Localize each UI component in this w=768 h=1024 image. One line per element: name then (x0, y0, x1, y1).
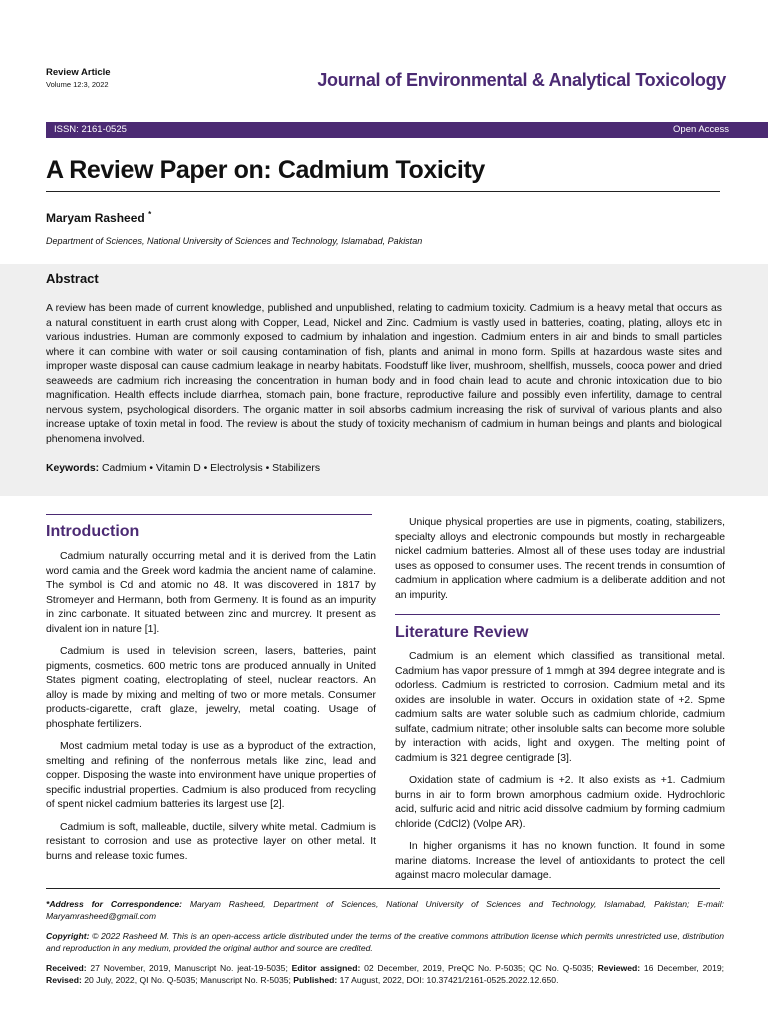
paragraph: In higher organisms it has no known function. It found in some marine diatoms. Increase the level of antioxidants to protect the cell against macro molecular damage. (395, 841, 725, 881)
literature-body (395, 650, 725, 892)
author (46, 210, 151, 225)
affiliation: Department of Sciences, National University of Sciences and Technology, Islamabad, Pakistan (46, 236, 423, 246)
revised-label: Revised: (46, 975, 82, 985)
page-title: A Review Paper on: Cadmium Toxicity (46, 156, 485, 184)
copyright (46, 930, 724, 954)
intro-rule (46, 514, 372, 515)
correspondence-label: *Address for Correspondence: (46, 899, 183, 909)
keywords-label: Keywords: (46, 463, 100, 474)
copyright-text: © 2022 Rasheed M. This is an open-access article distributed under the terms of the creative commons attribution license which permits unrestricted use, distribution and reproduction in any medium, provided the original author and source are credited. (46, 931, 725, 953)
reviewed-value: 16 December, 2019; (643, 963, 725, 973)
introduction-heading: Introduction (46, 523, 140, 540)
dates (46, 962, 724, 986)
reviewed-label: Reviewed: (597, 963, 641, 973)
literature-heading: Literature Review (395, 624, 529, 641)
paragraph: Cadmium naturally occurring metal and it is derived from the Latin word camia and the Greek word kadmia the ancient name of calamine. The symbol is Cd and atomic no 48. It was discovered in 1817 by Stromeyer and Hermann, both from Germeny. It is found as an impurity in zinc carbonate. It situated between zinc and murcrey. It present as divalent ion in nature [1]. (46, 551, 376, 635)
correspondence (46, 898, 724, 922)
article-type: Review Article (46, 67, 111, 78)
paragraph: Unique physical properties are use in pigments, coating, stabilizers, specialty alloys and electronic compounds but mostly in rechargeable nickel cadmium batteries. Almost all of these uses today are industrial uses as opposed to consumer uses. The recent trends in consumtion of cadmium in application where cadmium is a deliberate addition and not an impurity. (395, 517, 725, 601)
copyright-label: Copyright: (46, 931, 90, 941)
author-name: Maryam Rasheed (46, 211, 145, 225)
issn: ISSN: 2161-0525 (54, 124, 127, 135)
open-access-badge: Open Access (673, 124, 729, 135)
keywords (46, 463, 320, 474)
volume-info: Volume 12:3, 2022 (46, 80, 109, 89)
editor-value: 02 December, 2019, PreQC No. P-5035; QC No. Q-5035; (364, 963, 594, 973)
introduction-continued (395, 516, 725, 611)
footer-divider (46, 888, 720, 889)
published-value: 17 August, 2022, DOI: 10.37421/2161-0525.2022.12.650. (339, 975, 559, 985)
abstract-text: A review has been made of current knowledge, published and unpublished, relating to cadmium toxicity. Cadmium is a heavy metal that occurs as a natural constituent in earth crust along with Copper, Lead, Nickel and Zinc. Cadmium is vastly used in batteries, coating, plating, alloys etc in various industries. Human are commonly exposed to cadmium by inhalation and ingestion. Cadmium enters in air and binds to small particles where it can combine with water or soil causing contamination of fish, plants and animal in mono form. Spills at hazardous waste sites and improper waste disposal can cause cadmium leakage in nearby habitats. Foodstuff like liver, mushroom, shellfish, mussels, cooca power and dried seaweeds are cadmium rich increasing the concentration in human body and in food chain lead to acute and chronic intoxication due to bio magnification. Health effects include diarrhea, stomach pain, bone fracture, reproductive failure and possibly even infertility, damage to central nervous system, psychological disorders. The organic matter in soil absorbs cadmium increasing the risk of survival of various plants and also increase uptake of toxin metal in food. The review is about the study of toxicity mechanism of cadmium in human beings and plants and biological phenomena involved. (46, 303, 722, 445)
revised-value: 20 July, 2022, QI No. Q-5035; Manuscript No. R-5035; (84, 975, 291, 985)
paragraph: Most cadmium metal today is use as a byproduct of the extraction, smelting and refining of the nonferrous metals like zinc, lead and copper. Disposing the waste into environment have unique properties of specific industrial properties. Cadmium is also produced from recycling of spent nickel cadmium batteries its largest use [2]. (46, 741, 376, 810)
journal-title[interactable]: Journal of Environmental & Analytical Toxicology (317, 70, 726, 90)
paragraph: Cadmium is used in television screen, lasers, batteries, paint pigments, cosmetics. 600 metric tons are produced annually in United States pigment coating, electroplating of steel, nuclear reactors. An alloy is made by mixing and melting of two or more metals. Consumer products-cigarette, craft glaze, jewelry, metal coating. Usage of phosphate fertilizers. (46, 646, 376, 730)
published-label: Published: (293, 975, 338, 985)
keywords-list: Cadmium • Vitamin D • Electrolysis • Stabilizers (102, 463, 321, 474)
author-mark: * (148, 210, 152, 219)
received-label: Received: (46, 963, 87, 973)
issn-bar (46, 122, 768, 138)
title-divider (46, 191, 720, 192)
paragraph: Cadmium is an element which classified as transitional metal. Cadmium has vapor pressure of 1 mmgh at 394 degree integrate and is odorless. Cadmium is restricted to corrosion. Cadmium metal and its oxides are insoluble in water. Occurs in oxidation state of +2. Spme cadmium salts are water soluble such as cadmium chloride, cadmium sulfate, cadmium nitrate; other insoluble salts can become more soluble by interaction with acids, light and oxygen. The melting point of cadmium is 321 degree centigrade [3]. (395, 651, 725, 764)
introduction-body (46, 550, 376, 872)
editor-label: Editor assigned: (291, 963, 361, 973)
received-value: 27 November, 2019, Manuscript No. jeat-19-5035; (90, 963, 288, 973)
correspondence-text: Maryam Rasheed, Department of Sciences, National University of Sciences and Technology, Islamabad, Pakistan; E-mail: Maryamrasheed@gmail.com (46, 899, 725, 921)
paragraph: Cadmium is soft, malleable, ductile, silvery white metal. Cadmium is resistant to corrosion and use as protective layer on other metal. It burns and release toxic fumes. (46, 821, 376, 862)
literature-rule (395, 614, 720, 615)
paragraph: Oxidation state of cadmium is +2. It also exists as +1. Cadmium burns in air to form brown amorphous cadmium oxide. Hydrochloric acid, sulfuric acid and nitric acid dissolve cadmium by forming cadmium chloride (CdCl2) (Volpe AR). (395, 775, 725, 830)
abstract-heading: Abstract (46, 271, 99, 286)
